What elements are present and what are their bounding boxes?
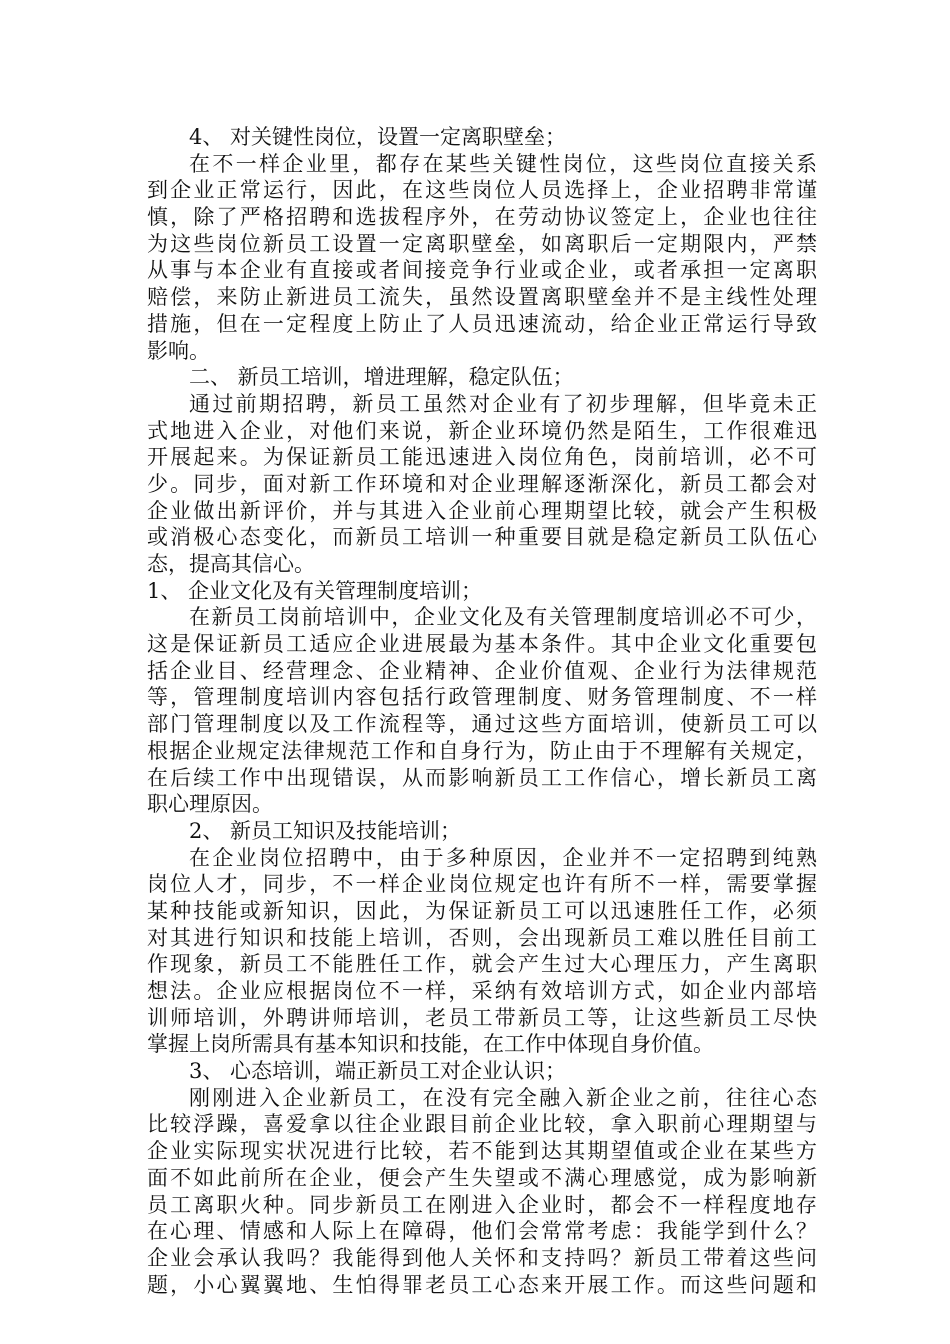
paragraph-line: 到企业正常运行，因此，在这些岗位人员选择上，企业招聘非常谨 (147, 178, 817, 203)
paragraph-line: 从事与本企业有直接或者间接竞争行业或企业，或者承担一定离职 (147, 258, 817, 283)
paragraph-line: 训师培训，外聘讲师培训，老员工带新员工等，让这些新员工尽快 (147, 1005, 817, 1030)
paragraph-line: 在新员工岗前培训中，企业文化及有关管理制度培训必不可少， (189, 605, 817, 630)
paragraph-line: 在心理、情感和人际上在障碍，他们会常常考虑：我能学到什么？ (147, 1219, 817, 1244)
paragraph-line: 作现象，新员工不能胜任工作，就会产生过大心理压力，产生离职 (147, 952, 817, 977)
paragraph-line: 面不如此前所在企业，便会产生失望或不满心理感觉，成为影响新 (147, 1165, 817, 1190)
paragraph-line: 括企业目、经营理念、企业精神、企业价值观、企业行为法律规范 (147, 658, 817, 683)
paragraph-line: 通过前期招聘，新员工虽然对企业有了初步理解，但毕竟未正 (189, 391, 817, 416)
paragraph-line: 开展起来。为保证新员工能迅速进入岗位角色，岗前培训，必不可 (147, 445, 817, 470)
paragraph-line: 态，提高其信心。 (147, 552, 315, 576)
paragraph-line: 刚刚进入企业新员工，在没有完全融入新企业之前，往往心态 (189, 1085, 817, 1110)
paragraph-line: 某种技能或新知识，因此，为保证新员工可以迅速胜任工作，必须 (147, 898, 817, 923)
section-heading: 4、 对关键性岗位，设置一定离职壁垒； (189, 125, 567, 149)
paragraph-line: 慎，除了严格招聘和选拔程序外，在劳动协议签定上，企业也往往 (147, 205, 817, 230)
paragraph-line: 这是保证新员工适应企业进展最为基本条件。其中企业文化重要包 (147, 632, 817, 657)
paragraph-line: 影响。 (147, 338, 210, 363)
paragraph-line: 想法。企业应根据岗位不一样，采纳有效培训方式，如企业内部培 (147, 979, 817, 1003)
paragraph-line: 或消极心态变化，而新员工培训一种重要目就是稳定新员工队伍心 (147, 525, 817, 550)
paragraph-line: 等，管理制度培训内容包括行政管理制度、财务管理制度、不一样 (147, 685, 817, 710)
section-heading: 3、 心态培训，端正新员工对企业认识； (189, 1059, 567, 1084)
paragraph-line: 在企业岗位招聘中，由于多种原因，企业并不一定招聘到纯熟 (189, 845, 817, 870)
paragraph-line: 企业会承认我吗？我能得到他人关怀和支持吗？新员工带着这些问 (147, 1245, 817, 1270)
paragraph-line: 在不一样企业里，都存在某些关键性岗位，这些岗位直接关系 (189, 151, 817, 176)
paragraph-line: 为这些岗位新员工设置一定离职壁垒，如离职后一定期限内，严禁 (147, 231, 817, 256)
paragraph-line: 对其进行知识和技能上培训，否则，会出现新员工难以胜任目前工 (147, 925, 817, 950)
paragraph-line: 比较浮躁，喜爱拿以往企业跟目前企业比较，拿入职前心理期望与 (147, 1112, 817, 1137)
paragraph-line: 岗位人才，同步，不一样企业岗位规定也许有所不一样，需要掌握 (147, 872, 817, 897)
paragraph-line: 部门管理制度以及工作流程等，通过这些方面培训，使新员工可以 (147, 712, 817, 737)
paragraph-line: 员工离职火种。同步新员工在刚进入企业时，都会不一样程度地存 (147, 1192, 817, 1217)
paragraph-line: 式地进入企业，对他们来说，新企业环境仍然是陌生，工作很难迅 (147, 418, 817, 443)
paragraph-line: 企业做出新评价，并与其进入企业前心理期望比较，就会产生积极 (147, 498, 817, 523)
paragraph-line: 企业实际现实状况进行比较，若不能到达其期望值或企业在某些方 (147, 1139, 817, 1164)
section-heading: 二、 新员工培训，增进理解，稳定队伍； (189, 365, 574, 390)
paragraph-line: 题，小心翼翼地、生怕得罪老员工心态来开展工作。而这些问题和 (147, 1272, 817, 1297)
paragraph-line: 根据企业规定法律规范工作和自身行为，防止由于不理解有关规定， (147, 738, 817, 763)
paragraph-line: 少。同步，面对新工作环境和对企业理解逐渐深化，新员工都会对 (147, 471, 817, 496)
paragraph-line: 职心理原因。 (147, 792, 273, 817)
paragraph-line: 掌握上岗所需具有基本知识和技能，在工作中体现自身价值。 (147, 1032, 714, 1057)
document-body (147, 124, 817, 1298)
paragraph-line: 在后续工作中出现错误，从而影响新员工工作信心，增长新员工离 (147, 765, 817, 790)
paragraph-line: 赔偿，来防止新进员工流失，虽然设置离职壁垒并不是主线性处理 (147, 285, 817, 310)
section-heading: 2、 新员工知识及技能培训； (189, 818, 462, 843)
paragraph-line: 措施，但在一定程度上防止了人员迅速流动，给企业正常运行导致 (147, 311, 817, 336)
section-heading: 1、 企业文化及有关管理制度培训； (147, 578, 483, 603)
